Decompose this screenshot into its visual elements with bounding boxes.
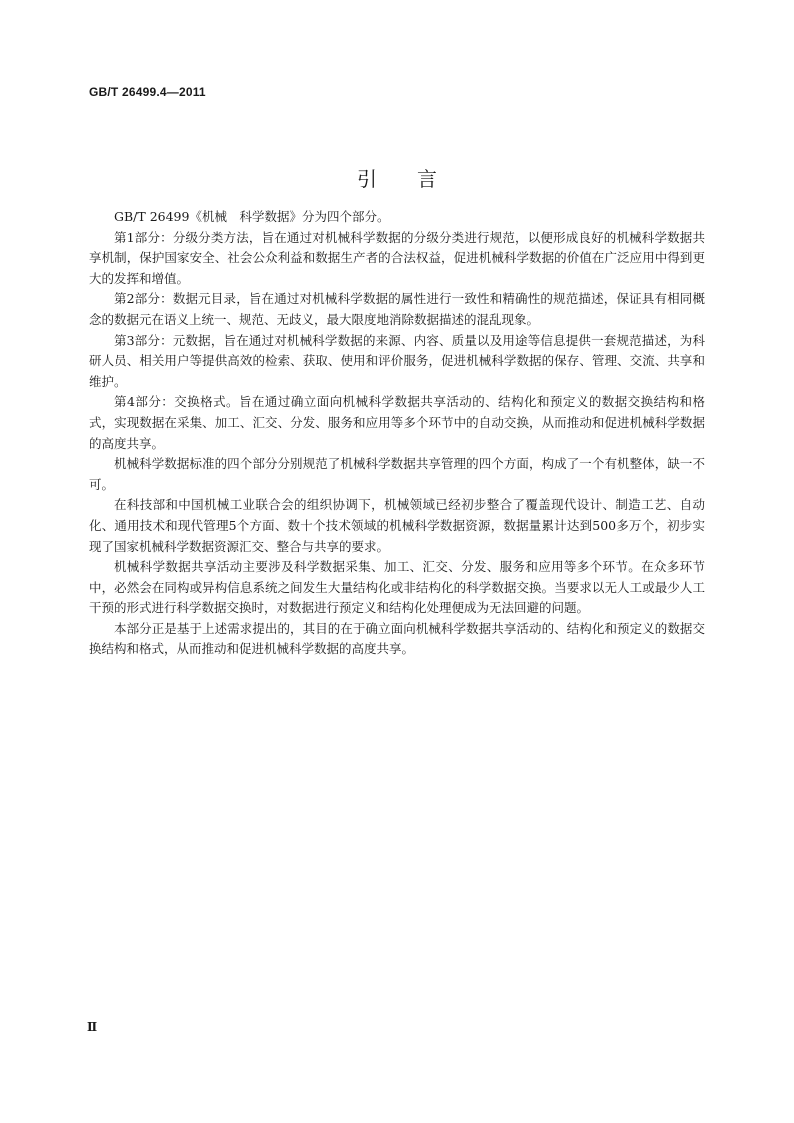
paragraph-part-3: 第3部分：元数据，旨在通过对机械科学数据的来源、内容、质量以及用途等信息提供一套规范描述，为科研人员、相关用户等提供高效的检索、获取、使用和评价服务，促进机械科学数据的保存、管理、交流、共享和维护。 xyxy=(89,332,705,389)
page-title xyxy=(0,163,794,192)
page-number: Ⅱ xyxy=(87,1020,98,1034)
paragraph-background: 在科技部和中国机械工业联合会的组织协调下，机械领域已经初步整合了覆盖现代设计、制造工艺、自动化、通用技术和现代管理5个方面、数十个技术领域的机械科学数据资源，数据量累计达到500多万个，初步实现了国家机械科学数据资源汇交、整合与共享的要求。 xyxy=(89,497,705,554)
paragraph-part-4: 第4部分：交换格式。旨在通过确立面向机械科学数据共享活动的、结构化和预定义的数据交换结构和格式，实现数据在采集、加工、汇交、分发、服务和应用等多个环节中的自动交换，从而推动和促进机械科学数据的高度共享。 xyxy=(89,394,705,451)
paragraph-purpose: 本部分正是基于上述需求提出的，其目的在于确立面向机械科学数据共享活动的、结构化和预定义的数据交换结构和格式，从而推动和促进机械科学数据的高度共享。 xyxy=(89,620,705,657)
paragraph-part-2: 第2部分：数据元目录，旨在通过对机械科学数据的属性进行一致性和精确性的规范描述，保证具有相同概念的数据元在语义上统一、规范、无歧义，最大限度地消除数据描述的混乱现象。 xyxy=(89,291,705,327)
title-char-1: 引 xyxy=(357,167,377,192)
title-char-2: 言 xyxy=(417,167,437,192)
introduction-body xyxy=(89,207,705,660)
paragraph-overview: GB/T 26499《机械 科学数据》分为四个部分。 xyxy=(114,209,390,224)
paragraph-part-1: 第1部分：分级分类方法，旨在通过对机械科学数据的分级分类进行规范，以便形成良好的机械科学数据共享机制，保护国家安全、社会公众利益和数据生产者的合法权益，促进机械科学数据的价值在广泛应用中得到更大的发挥和增值。 xyxy=(89,229,705,286)
paragraph-summary: 机械科学数据标准的四个部分分别规范了机械科学数据共享管理的四个方面，构成了一个有机整体，缺一不可。 xyxy=(89,456,705,492)
standard-code: GB/T 26499.4—2011 xyxy=(89,85,206,99)
paragraph-sharing-activity: 机械科学数据共享活动主要涉及科学数据采集、加工、汇交、分发、服务和应用等多个环节。在众多环节中，必然会在同构或异构信息系统之间发生大量结构化或非结构化的科学数据交换。当要求以无人工或最少人工干预的形式进行科学数据交换时，对数据进行预定义和结构化处理便成为无法回避的问题。 xyxy=(89,559,705,616)
